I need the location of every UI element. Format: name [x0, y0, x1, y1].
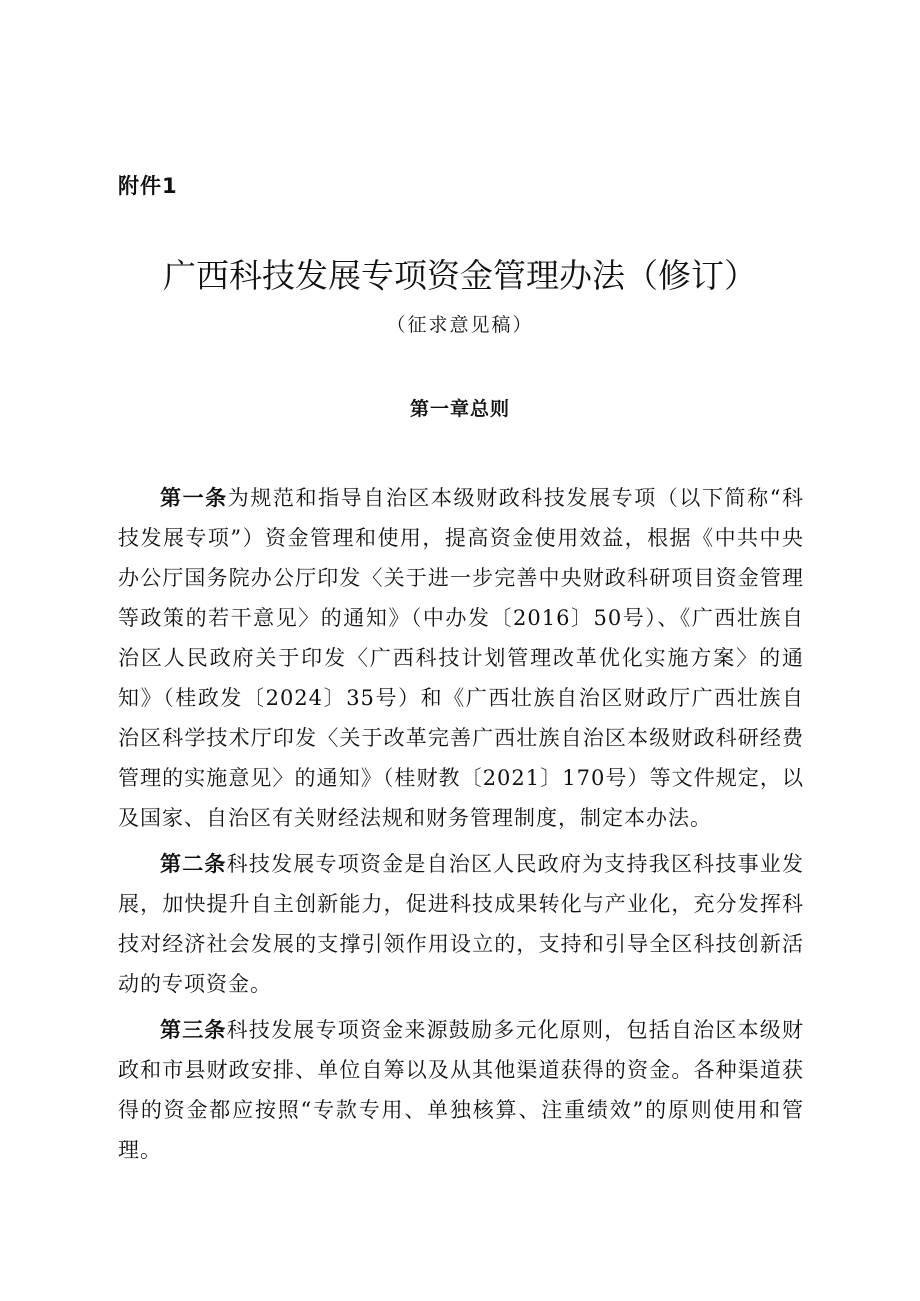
article-text-2: 科技发展专项资金是自治区人民政府为支持我区科技事业发展，加快提升自主创新能力，促进科技成果转化与产业化，充分发挥科技对经济社会发展的支撑引领作用设立的，支持和引导全区科技创新活动的专项资金。	[118, 852, 805, 996]
article-paragraph-2	[118, 844, 804, 1004]
document-title: 广西科技发展专项资金管理办法（修订）	[163, 256, 757, 295]
article-number-1: 第一条	[160, 486, 228, 510]
attachment-label: 附件1	[118, 174, 178, 198]
article-paragraph-1	[118, 478, 804, 838]
article-number-2: 第二条	[160, 852, 227, 876]
document-subtitle: （征求意见稿）	[386, 314, 534, 336]
article-text-1: 为规范和指导自治区本级财政科技发展专项（以下简称“科技发展专项”）资金管理和使用，提高资金使用效益，根据《中共中央办公厅国务院办公厅印发〈关于进一步完善中央财政科研项目资金管理等政策的若干意见〉的通知》（中办发〔2016〕50号）、《广西壮族自治区人民政府关于印发〈广西科技计划管理改革优化实施方案〉的通知》（桂政发〔2024〕35号）和《广西壮族自治区财政厅广西壮族自治区科学技术厅印发〈关于改革完善广西壮族自治区本级财政科研经费管理的实施意见〉的通知》（桂财教〔2021〕170号）等文件规定，以及国家、自治区有关财经法规和财务管理制度，制定本办法。	[118, 486, 805, 830]
article-paragraph-3	[118, 1010, 804, 1170]
document-body	[118, 478, 804, 1170]
article-number-3: 第三条	[160, 1018, 227, 1042]
article-text-3: 科技发展专项资金来源鼓励多元化原则，包括自治区本级财政和市县财政安排、单位自筹以及从其他渠道获得的资金。各种渠道获得的资金都应按照“专款专用、单独核算、注重绩效”的原则使用和管理。	[118, 1018, 805, 1162]
chapter-heading: 第一章总则	[409, 398, 510, 420]
